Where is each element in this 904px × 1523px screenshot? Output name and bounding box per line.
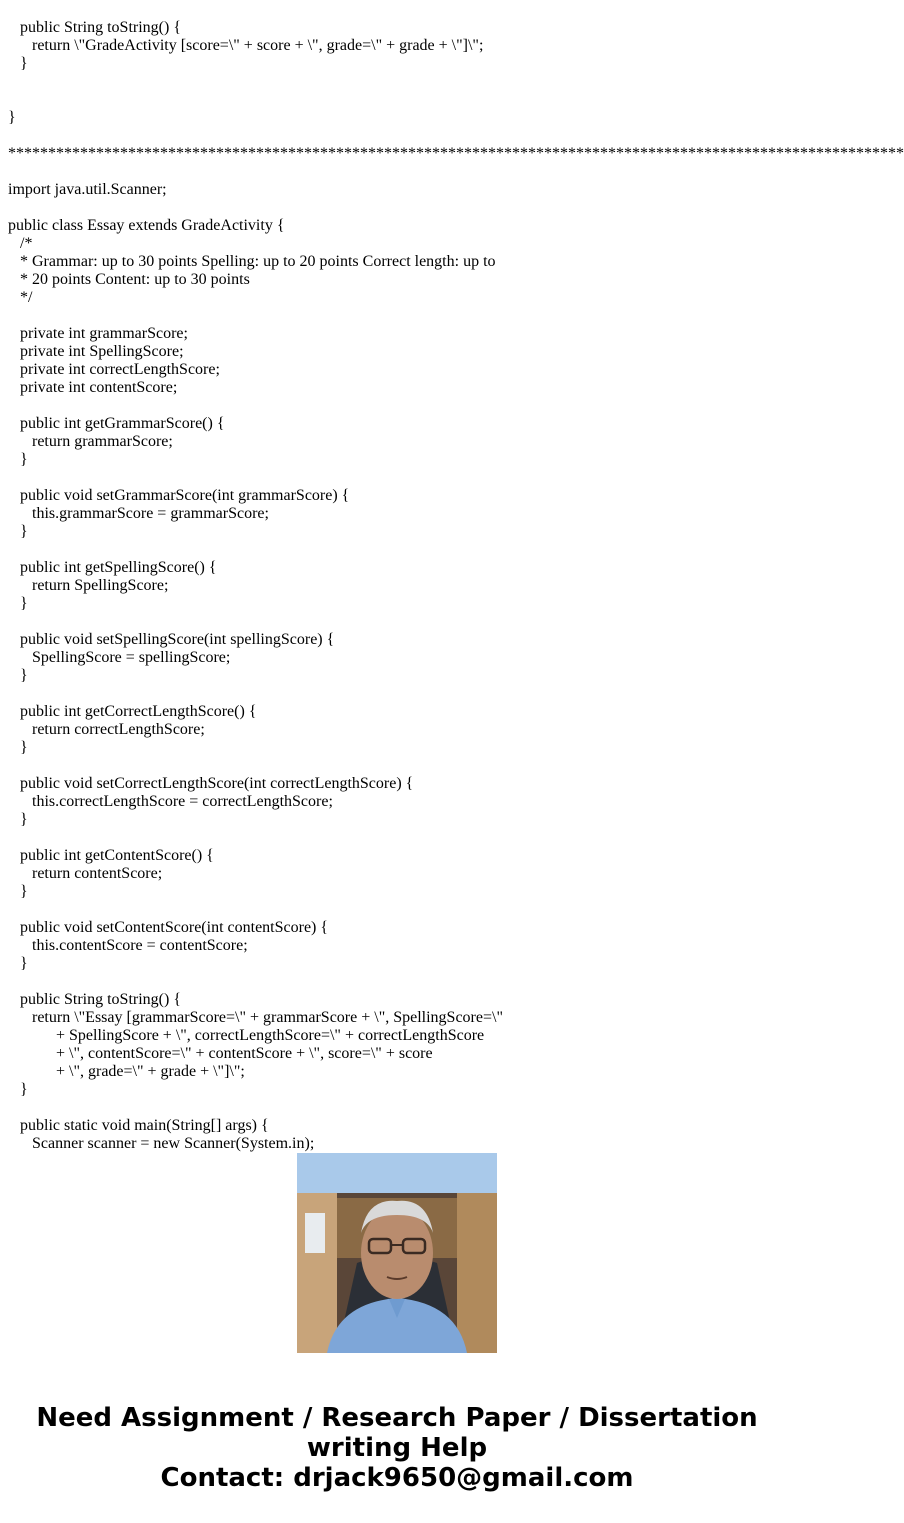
code-line: this.contentScore = contentScore;: [8, 937, 248, 954]
code-line: }: [8, 667, 28, 684]
code-line: }: [8, 109, 16, 126]
code-line: * Grammar: up to 30 points Spelling: up to 20 points Correct length: up to: [8, 253, 496, 270]
code-line: /*: [8, 235, 33, 252]
code-line: return grammarScore;: [8, 433, 173, 450]
code-line: [8, 685, 794, 703]
code-line: SpellingScore = spellingScore;: [8, 649, 231, 666]
code-line: [8, 163, 794, 181]
code-listing: [8, 0, 904, 1153]
code-line: + \", grade=\" + grade + \"]\";: [8, 1063, 245, 1080]
code-line: }: [8, 451, 28, 468]
code-line: [8, 1099, 794, 1117]
code-line: }: [8, 883, 28, 900]
code-line: return \"GradeActivity [score=\" + score + \", grade=\" + grade + \"]\";: [8, 37, 484, 54]
code-line: [8, 1, 794, 19]
code-line: public String toString() {: [8, 991, 182, 1008]
code-line: public class Essay extends GradeActivity {: [8, 217, 285, 234]
code-line: [8, 73, 794, 91]
promo-banner: [0, 1403, 794, 1493]
code-line: [8, 757, 794, 775]
code-line: [8, 541, 794, 559]
code-line: * 20 points Content: up to 30 points: [8, 271, 250, 288]
promo-line-2: writing Help: [306, 1433, 488, 1463]
code-line: [8, 469, 794, 487]
code-line: }: [8, 739, 28, 756]
code-line: ****************************************************************************************************************: [8, 145, 904, 162]
code-line: private int SpellingScore;: [8, 343, 184, 360]
promo-line-1: Need Assignment / Research Paper / Dissertation: [36, 1403, 758, 1433]
code-line: Scanner scanner = new Scanner(System.in);: [8, 1135, 315, 1152]
code-line: */: [8, 289, 33, 306]
code-line: public int getGrammarScore() {: [8, 415, 225, 432]
code-line: }: [8, 595, 28, 612]
code-line: }: [8, 55, 28, 72]
code-line: }: [8, 811, 28, 828]
code-line: public void setGrammarScore(int grammarScore) {: [8, 487, 350, 504]
code-line: [8, 91, 794, 109]
code-line: public int getSpellingScore() {: [8, 559, 217, 576]
code-line: return SpellingScore;: [8, 577, 169, 594]
code-line: [8, 127, 794, 145]
code-line: + \", contentScore=\" + contentScore + \", score=\" + score: [8, 1045, 433, 1062]
code-line: public static void main(String[] args) {: [8, 1117, 269, 1134]
code-line: [8, 829, 794, 847]
code-line: return contentScore;: [8, 865, 163, 882]
code-line: [8, 397, 794, 415]
code-line: public int getContentScore() {: [8, 847, 214, 864]
code-line: [8, 307, 794, 325]
code-line: return \"Essay [grammarScore=\" + grammarScore + \", SpellingScore=\": [8, 1009, 503, 1026]
code-line: [8, 973, 794, 991]
code-line: [8, 613, 794, 631]
code-line: this.grammarScore = grammarScore;: [8, 505, 269, 522]
code-line: private int grammarScore;: [8, 325, 188, 342]
code-line: private int correctLengthScore;: [8, 361, 220, 378]
code-line: private int contentScore;: [8, 379, 178, 396]
code-line: public void setSpellingScore(int spellingScore) {: [8, 631, 335, 648]
code-line: [8, 901, 794, 919]
code-line: [8, 199, 794, 217]
author-portrait-image: [297, 1153, 497, 1353]
code-line: public void setContentScore(int contentScore) {: [8, 919, 329, 936]
author-avatar: [297, 1153, 497, 1353]
code-line: public void setCorrectLengthScore(int correctLengthScore) {: [8, 775, 414, 792]
code-line: this.correctLengthScore = correctLengthScore;: [8, 793, 333, 810]
code-line: }: [8, 955, 28, 972]
promo-contact-line: Contact: drjack9650@gmail.com: [160, 1463, 634, 1493]
code-line: + SpellingScore + \", correctLengthScore=\" + correctLengthScore: [8, 1027, 485, 1044]
code-line: return correctLengthScore;: [8, 721, 205, 738]
code-line: }: [8, 523, 28, 540]
code-line: public int getCorrectLengthScore() {: [8, 703, 257, 720]
code-line: import java.util.Scanner;: [8, 181, 167, 198]
code-line: public String toString() {: [8, 19, 182, 36]
code-line: }: [8, 1081, 28, 1098]
